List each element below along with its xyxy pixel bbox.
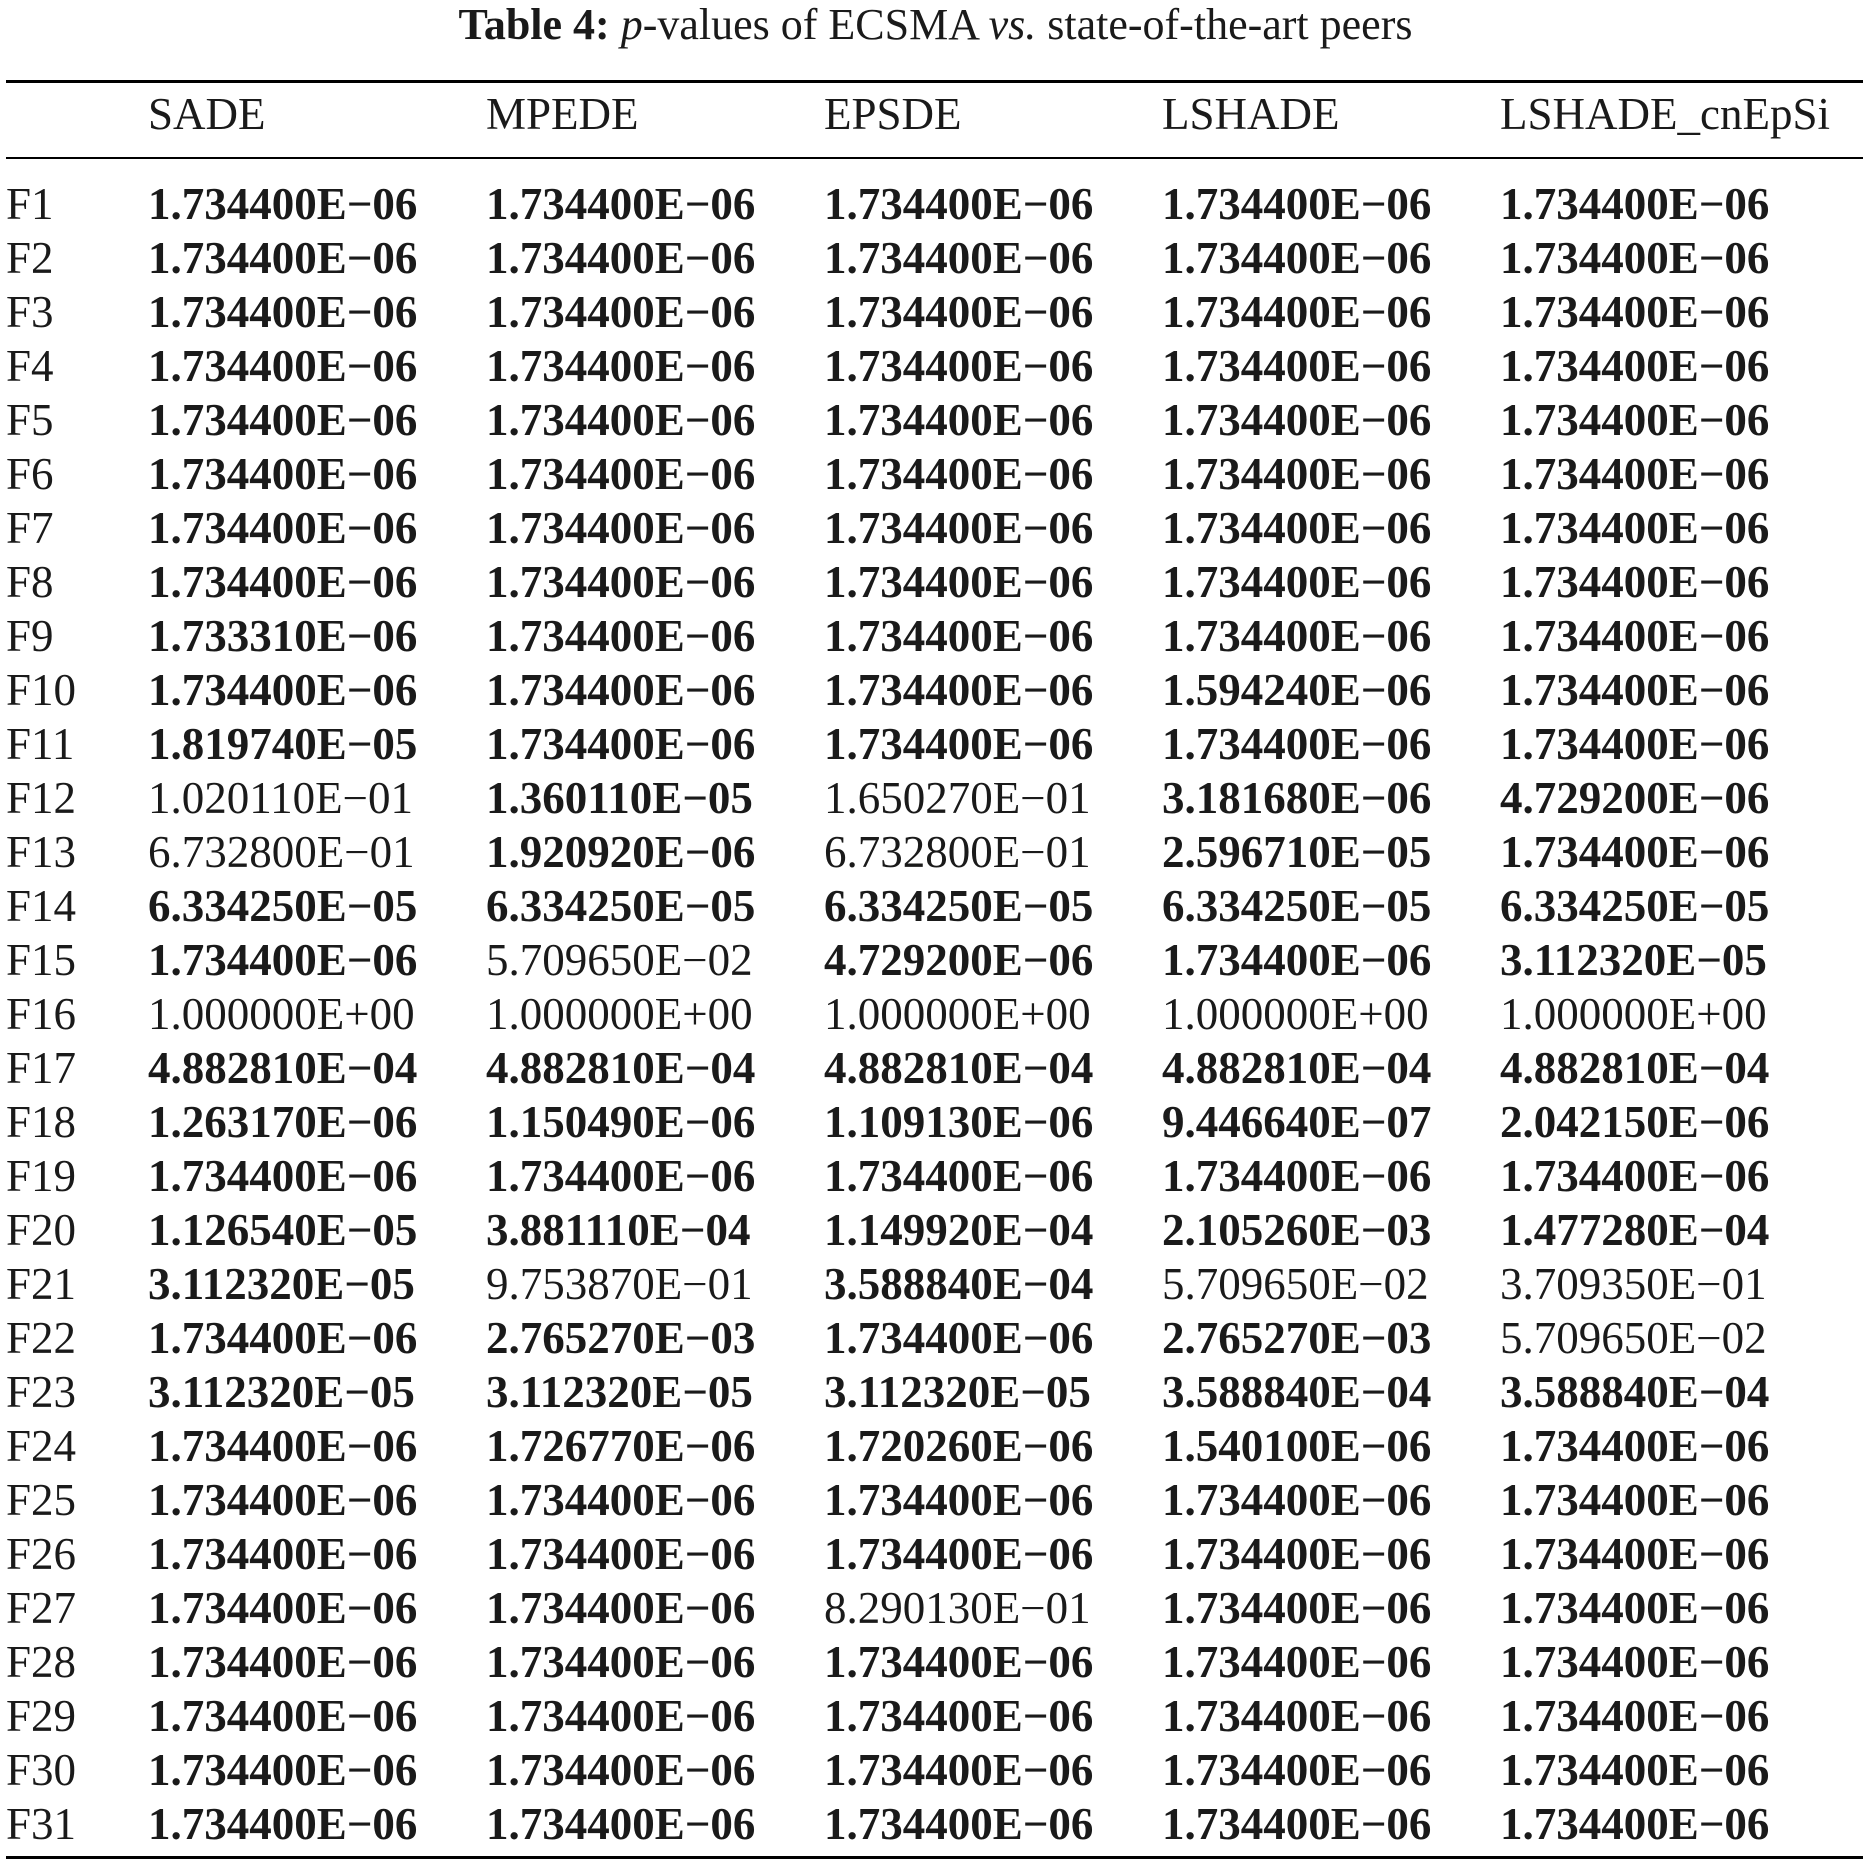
p-value-cell: 5.709650E−02: [1162, 1259, 1429, 1309]
header-lshade-cnepsi: LSHADE_cnEpSi: [1500, 89, 1830, 139]
p-value-cell: 4.729200E−06: [824, 935, 1094, 985]
p-value-cell: 1.734400E−06: [1162, 1745, 1432, 1795]
row-function-label: F26: [6, 1529, 77, 1579]
header-mpede: MPEDE: [486, 89, 639, 139]
p-value-cell: 1.734400E−06: [1162, 503, 1432, 553]
p-value-cell: 1.734400E−06: [1162, 1583, 1432, 1633]
p-value-cell: 1.734400E−06: [148, 935, 418, 985]
p-value-cell: 1.734400E−06: [1500, 503, 1770, 553]
p-value-cell: 3.112320E−05: [148, 1367, 415, 1417]
p-value-cell: 6.334250E−05: [824, 881, 1094, 931]
p-value-cell: 1.734400E−06: [1500, 1421, 1770, 1471]
p-value-cell: 1.734400E−06: [824, 611, 1094, 661]
p-value-cell: 1.734400E−06: [824, 1313, 1094, 1363]
p-value-cell: 1.734400E−06: [486, 341, 756, 391]
p-value-cell: 1.734400E−06: [1500, 233, 1770, 283]
p-value-cell: 1.734400E−06: [1162, 1799, 1432, 1849]
row-function-label: F17: [6, 1043, 77, 1093]
row-function-label: F21: [6, 1259, 77, 1309]
table-row: [0, 933, 1871, 987]
table-row: [0, 1311, 1871, 1365]
table-row: [0, 1149, 1871, 1203]
p-value-cell: 1.734400E−06: [486, 1691, 756, 1741]
table-header-row: [0, 84, 1871, 144]
p-value-cell: 1.734400E−06: [1162, 341, 1432, 391]
row-function-label: F3: [6, 287, 54, 337]
p-value-cell: 1.734400E−06: [1162, 1529, 1432, 1579]
row-function-label: F20: [6, 1205, 77, 1255]
p-value-cell: 1.020110E−01: [148, 773, 413, 823]
p-value-cell: 1.734400E−06: [148, 1313, 418, 1363]
row-function-label: F10: [6, 665, 77, 715]
header-lshade: LSHADE: [1162, 89, 1340, 139]
row-function-label: F15: [6, 935, 77, 985]
header-epsde: EPSDE: [824, 89, 962, 139]
p-value-cell: 1.734400E−06: [1162, 233, 1432, 283]
table-bottom-rule: [6, 1856, 1863, 1859]
p-value-cell: 9.753870E−01: [486, 1259, 753, 1309]
p-value-cell: 1.734400E−06: [148, 1421, 418, 1471]
p-value-cell: 6.732800E−01: [148, 827, 415, 877]
p-value-cell: 1.734400E−06: [1162, 287, 1432, 337]
table-row: [0, 1797, 1871, 1851]
table-row: [0, 1257, 1871, 1311]
p-value-cell: 1.734400E−06: [486, 233, 756, 283]
p-value-cell: 1.734400E−06: [486, 395, 756, 445]
p-value-cell: 3.112320E−05: [148, 1259, 415, 1309]
table-top-rule: [6, 80, 1863, 83]
caption-vs: vs.: [988, 0, 1037, 49]
caption-part1: -values of ECSMA: [642, 0, 989, 49]
p-value-cell: 1.734400E−06: [1162, 1637, 1432, 1687]
p-value-cell: 1.734400E−06: [1500, 179, 1770, 229]
p-value-cell: 1.734400E−06: [486, 449, 756, 499]
table-row: [0, 609, 1871, 663]
p-value-cell: 1.000000E+00: [824, 989, 1091, 1039]
p-value-cell: 1.734400E−06: [148, 1475, 418, 1525]
p-value-cell: 1.734400E−06: [486, 1745, 756, 1795]
table-row: [0, 1635, 1871, 1689]
table-row: [0, 393, 1871, 447]
table-row: [0, 1689, 1871, 1743]
row-function-label: F16: [6, 989, 77, 1039]
p-value-cell: 1.360110E−05: [486, 773, 753, 823]
p-value-cell: 1.734400E−06: [1162, 449, 1432, 499]
p-value-cell: 1.650270E−01: [824, 773, 1091, 823]
p-value-cell: 1.734400E−06: [1500, 341, 1770, 391]
p-value-cell: 1.734400E−06: [486, 287, 756, 337]
p-value-cell: 6.732800E−01: [824, 827, 1091, 877]
p-value-cell: 1.734400E−06: [148, 1529, 418, 1579]
p-value-cell: 1.734400E−06: [1162, 1691, 1432, 1741]
p-value-cell: 1.734400E−06: [1500, 1637, 1770, 1687]
table-row: [0, 231, 1871, 285]
p-value-cell: 1.734400E−06: [824, 179, 1094, 229]
row-function-label: F4: [6, 341, 54, 391]
p-value-cell: 1.734400E−06: [148, 341, 418, 391]
p-value-cell: 1.734400E−06: [1162, 719, 1432, 769]
table-row: [0, 555, 1871, 609]
p-value-cell: 1.734400E−06: [486, 719, 756, 769]
p-value-cell: 2.765270E−03: [1162, 1313, 1432, 1363]
p-value-cell: 1.734400E−06: [824, 1529, 1094, 1579]
p-value-cell: 3.181680E−06: [1162, 773, 1432, 823]
row-function-label: F13: [6, 827, 77, 877]
p-value-cell: 3.588840E−04: [824, 1259, 1094, 1309]
row-function-label: F11: [6, 719, 75, 769]
p-value-cell: 1.734400E−06: [1500, 449, 1770, 499]
p-value-cell: 1.734400E−06: [824, 341, 1094, 391]
p-value-cell: 9.446640E−07: [1162, 1097, 1432, 1147]
p-value-cell: 1.000000E+00: [486, 989, 753, 1039]
table-row: [0, 771, 1871, 825]
row-function-label: F9: [6, 611, 54, 661]
p-value-cell: 1.109130E−06: [824, 1097, 1094, 1147]
table-row: [0, 879, 1871, 933]
table-row: [0, 1041, 1871, 1095]
p-value-cell: 1.734400E−06: [1162, 1151, 1432, 1201]
p-value-cell: 1.734400E−06: [148, 557, 418, 607]
row-function-label: F29: [6, 1691, 77, 1741]
header-sade: SADE: [148, 89, 266, 139]
table-row: [0, 1743, 1871, 1797]
p-value-cell: 1.000000E+00: [148, 989, 415, 1039]
table-row: [0, 285, 1871, 339]
table-header-rule: [6, 157, 1863, 159]
row-function-label: F23: [6, 1367, 77, 1417]
p-value-cell: 1.734400E−06: [824, 557, 1094, 607]
p-value-cell: 1.734400E−06: [824, 665, 1094, 715]
p-value-cell: 1.734400E−06: [824, 719, 1094, 769]
p-value-cell: 1.126540E−05: [148, 1205, 418, 1255]
row-function-label: F18: [6, 1097, 77, 1147]
p-value-cell: 1.734400E−06: [824, 503, 1094, 553]
p-value-cell: 4.882810E−04: [148, 1043, 418, 1093]
p-value-cell: 1.734400E−06: [486, 1529, 756, 1579]
p-value-cell: 4.729200E−06: [1500, 773, 1770, 823]
p-value-cell: 6.334250E−05: [1500, 881, 1770, 931]
row-function-label: F25: [6, 1475, 77, 1525]
p-value-cell: 1.263170E−06: [148, 1097, 418, 1147]
row-function-label: F2: [6, 233, 54, 283]
p-value-cell: 1.000000E+00: [1500, 989, 1767, 1039]
p-value-cell: 3.112320E−05: [486, 1367, 753, 1417]
p-value-cell: 1.734400E−06: [1500, 1799, 1770, 1849]
p-value-cell: 1.734400E−06: [1500, 719, 1770, 769]
row-function-label: F31: [6, 1799, 77, 1849]
p-value-cell: 1.734400E−06: [1500, 1691, 1770, 1741]
p-value-cell: 1.734400E−06: [148, 665, 418, 715]
p-value-cell: 1.150490E−06: [486, 1097, 756, 1147]
table-row: [0, 825, 1871, 879]
p-value-cell: 1.734400E−06: [148, 287, 418, 337]
p-value-cell: 5.709650E−02: [1500, 1313, 1767, 1363]
p-value-cell: 4.882810E−04: [1162, 1043, 1432, 1093]
p-value-cell: 3.112320E−05: [1500, 935, 1767, 985]
p-value-cell: 2.105260E−03: [1162, 1205, 1432, 1255]
p-value-cell: 1.734400E−06: [1500, 665, 1770, 715]
table-row: [0, 717, 1871, 771]
row-function-label: F5: [6, 395, 54, 445]
p-value-cell: 1.734400E−06: [148, 1799, 418, 1849]
p-value-cell: 3.709350E−01: [1500, 1259, 1767, 1309]
p-value-cell: 2.765270E−03: [486, 1313, 756, 1363]
p-value-cell: 1.594240E−06: [1162, 665, 1432, 715]
p-value-cell: 1.734400E−06: [1162, 935, 1432, 985]
p-value-cell: 1.734400E−06: [148, 1637, 418, 1687]
p-value-cell: 1.734400E−06: [824, 1151, 1094, 1201]
p-value-cell: 1.734400E−06: [486, 557, 756, 607]
row-function-label: F7: [6, 503, 54, 553]
p-value-cell: 4.882810E−04: [824, 1043, 1094, 1093]
p-value-cell: 1.734400E−06: [824, 449, 1094, 499]
p-value-cell: 1.920920E−06: [486, 827, 756, 877]
p-value-cell: 1.734400E−06: [486, 1151, 756, 1201]
p-value-cell: 1.734400E−06: [824, 287, 1094, 337]
table-row: [0, 1581, 1871, 1635]
p-value-cell: 4.882810E−04: [1500, 1043, 1770, 1093]
p-value-cell: 1.734400E−06: [148, 233, 418, 283]
row-function-label: F12: [6, 773, 77, 823]
p-value-cell: 1.540100E−06: [1162, 1421, 1432, 1471]
row-function-label: F14: [6, 881, 77, 931]
table-caption: [0, 0, 1871, 60]
p-value-cell: 1.734400E−06: [486, 1637, 756, 1687]
p-value-cell: 1.734400E−06: [148, 503, 418, 553]
p-value-cell: 1.734400E−06: [486, 179, 756, 229]
p-value-cell: 1.734400E−06: [1500, 1475, 1770, 1525]
row-function-label: F24: [6, 1421, 77, 1471]
p-value-cell: 1.734400E−06: [1162, 179, 1432, 229]
p-value-cell: 1.734400E−06: [1162, 557, 1432, 607]
p-value-cell: 3.881110E−04: [486, 1205, 751, 1255]
table-row: [0, 1473, 1871, 1527]
p-value-cell: 1.734400E−06: [1500, 287, 1770, 337]
p-value-cell: 1.733310E−06: [148, 611, 418, 661]
p-value-cell: 4.882810E−04: [486, 1043, 756, 1093]
p-value-cell: 1.734400E−06: [1500, 395, 1770, 445]
table-row: [0, 1527, 1871, 1581]
p-value-cell: 1.734400E−06: [1500, 611, 1770, 661]
caption-part2: state-of-the-art peers: [1036, 0, 1413, 49]
table-row: [0, 339, 1871, 393]
p-value-cell: 1.734400E−06: [1500, 1583, 1770, 1633]
table-body: [0, 177, 1871, 1851]
caption-label: Table 4:: [458, 0, 610, 49]
p-value-cell: 1.734400E−06: [1162, 1475, 1432, 1525]
table-row: [0, 663, 1871, 717]
caption-p: p: [620, 0, 643, 49]
p-value-cell: 2.596710E−05: [1162, 827, 1432, 877]
p-value-cell: 5.709650E−02: [486, 935, 753, 985]
p-value-cell: 1.734400E−06: [148, 1151, 418, 1201]
row-function-label: F6: [6, 449, 54, 499]
p-value-cell: 1.734400E−06: [824, 1799, 1094, 1849]
p-value-cell: 1.720260E−06: [824, 1421, 1094, 1471]
p-value-cell: 1.477280E−04: [1500, 1205, 1770, 1255]
row-function-label: F28: [6, 1637, 77, 1687]
p-value-cell: 8.290130E−01: [824, 1583, 1091, 1633]
p-value-cell: 1.734400E−06: [486, 1475, 756, 1525]
row-function-label: F27: [6, 1583, 77, 1633]
p-value-cell: 1.149920E−04: [824, 1205, 1094, 1255]
p-value-cell: 1.819740E−05: [148, 719, 418, 769]
table-row: [0, 447, 1871, 501]
row-function-label: F30: [6, 1745, 77, 1795]
table-row: [0, 1095, 1871, 1149]
p-value-cell: 3.588840E−04: [1162, 1367, 1432, 1417]
p-value-cell: 1.734400E−06: [148, 1745, 418, 1795]
p-value-cell: 3.112320E−05: [824, 1367, 1091, 1417]
p-value-cell: 1.734400E−06: [148, 449, 418, 499]
table-row: [0, 1203, 1871, 1257]
p-value-cell: 1.734400E−06: [486, 1583, 756, 1633]
p-value-cell: 1.734400E−06: [824, 1637, 1094, 1687]
p-value-cell: 3.588840E−04: [1500, 1367, 1770, 1417]
p-value-cell: 1.734400E−06: [824, 395, 1094, 445]
p-value-cell: 6.334250E−05: [148, 881, 418, 931]
p-value-cell: 1.734400E−06: [824, 1691, 1094, 1741]
p-value-cell: 1.734400E−06: [148, 395, 418, 445]
p-value-cell: 1.734400E−06: [486, 503, 756, 553]
table-row: [0, 501, 1871, 555]
p-value-cell: 1.734400E−06: [486, 611, 756, 661]
p-value-cell: 6.334250E−05: [486, 881, 756, 931]
p-value-cell: 1.734400E−06: [1500, 1151, 1770, 1201]
p-value-cell: 6.334250E−05: [1162, 881, 1432, 931]
p-value-cell: 1.726770E−06: [486, 1421, 756, 1471]
table-row: [0, 1419, 1871, 1473]
table-row: [0, 1365, 1871, 1419]
p-value-cell: 1.734400E−06: [148, 1583, 418, 1633]
p-value-cell: 1.734400E−06: [824, 1745, 1094, 1795]
p-value-cell: 1.734400E−06: [1162, 611, 1432, 661]
p-value-cell: 1.734400E−06: [148, 179, 418, 229]
row-function-label: F1: [6, 179, 54, 229]
row-function-label: F19: [6, 1151, 77, 1201]
p-value-cell: 1.000000E+00: [1162, 989, 1429, 1039]
p-value-cell: 1.734400E−06: [1500, 1529, 1770, 1579]
p-value-cell: 1.734400E−06: [148, 1691, 418, 1741]
p-value-cell: 1.734400E−06: [1500, 1745, 1770, 1795]
table-row: [0, 987, 1871, 1041]
p-value-cell: 1.734400E−06: [824, 1475, 1094, 1525]
p-value-cell: 1.734400E−06: [1162, 395, 1432, 445]
p-value-cell: 1.734400E−06: [486, 665, 756, 715]
table-row: [0, 177, 1871, 231]
row-function-label: F22: [6, 1313, 77, 1363]
p-value-cell: 1.734400E−06: [1500, 557, 1770, 607]
row-function-label: F8: [6, 557, 54, 607]
p-value-cell: 1.734400E−06: [1500, 827, 1770, 877]
p-value-cell: 1.734400E−06: [824, 233, 1094, 283]
p-value-cell: 1.734400E−06: [486, 1799, 756, 1849]
p-value-cell: 2.042150E−06: [1500, 1097, 1770, 1147]
